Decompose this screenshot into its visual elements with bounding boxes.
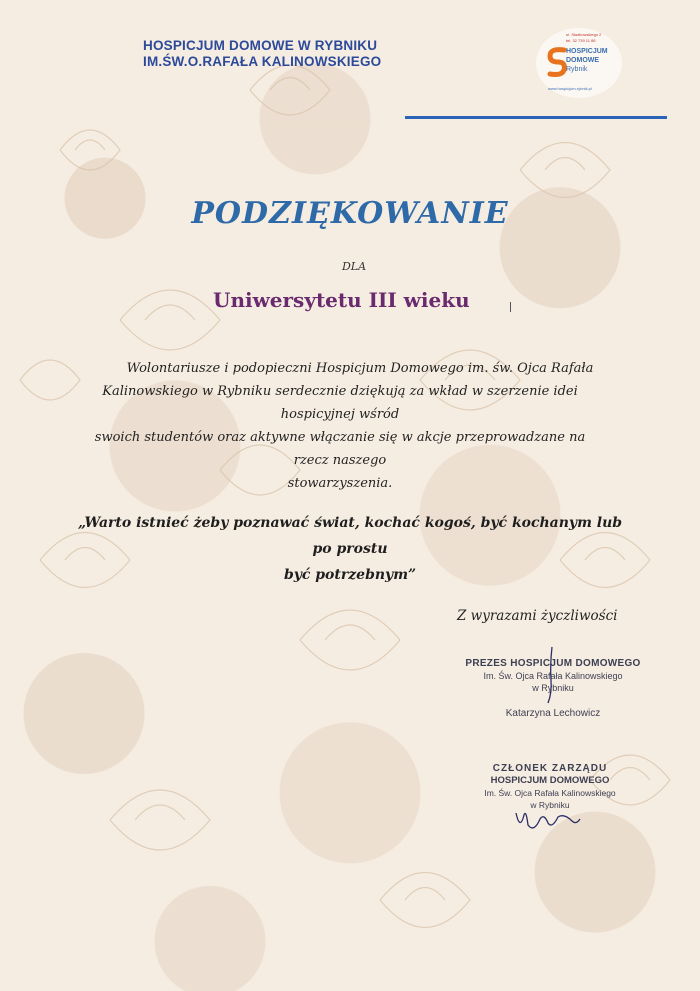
quote-line: być potrzebnym” (283, 567, 417, 583)
board-stamp-line4: w Rybniku (530, 800, 570, 810)
logo-name-line2: DOMOWE (566, 57, 600, 64)
logo-website: www.hospicjum-rybnik.pl (548, 86, 592, 91)
president-stamp-line3: w Rybniku (532, 683, 574, 693)
organization-name-line1: HOSPICJUM DOMOWE W RYBNIKU (143, 38, 378, 53)
president-stamp-line2: Im. Św. Ojca Rafała Kalinowskiego (483, 671, 623, 681)
closing-phrase: Z wyrazami życzliwości (457, 608, 618, 624)
board-member-stamp (470, 763, 630, 811)
president-stamp-title: PREZES HOSPICJUM DOMOWEGO (465, 658, 641, 669)
body-line: Kalinowskiego w Rybniku serdecznie dziękują za wkład w szerzenie idei hospicyjnej wśród (102, 384, 578, 422)
logo-name-line1: HOSPICJUM (566, 48, 608, 55)
logo-address-line2: tel. 32 739 11 88 (566, 38, 596, 43)
for-label: DLA (341, 260, 367, 273)
quote (70, 510, 630, 588)
organization-name (143, 38, 381, 70)
document-title: PODZIĘKOWANIE (191, 196, 509, 231)
quote-line: „Warto istnieć żeby poznawać świat, kochać kogoś, być kochanym lub po prostu (77, 515, 623, 557)
board-stamp-line2: HOSPICJUM DOMOWEGO (490, 775, 610, 786)
logo-name-line3: Rybnik (566, 66, 588, 73)
logo-address-line1: ul. Sładkowskiego 2 (566, 32, 602, 37)
stray-mark (510, 302, 511, 312)
hospice-logo (536, 28, 622, 98)
board-member-signature (512, 805, 582, 835)
organization-name-line2: IM.ŚW.O.RAFAŁA KALINOWSKIEGO (143, 54, 382, 69)
body-paragraph (80, 357, 600, 495)
header-divider (405, 116, 667, 119)
president-stamp (462, 658, 644, 720)
body-line: swoich studentów oraz aktywne włączanie się w akcje przeprowadzane na rzecz naszego (94, 430, 586, 468)
body-line: stowarzyszenia. (287, 476, 393, 491)
logo-s-icon (546, 46, 568, 78)
board-stamp-line3: Im. Św. Ojca Rafała Kalinowskiego (484, 788, 616, 798)
president-stamp-person: Katarzyna Lechowicz (505, 708, 601, 719)
recipient-name: Uniwersytetu III wieku (213, 288, 470, 312)
body-line: Wolontariusze i podopieczni Hospicjum Domowego im. św. Ojca Rafała (126, 361, 594, 376)
board-stamp-title: CZŁONEK ZARZĄDU (492, 763, 608, 774)
